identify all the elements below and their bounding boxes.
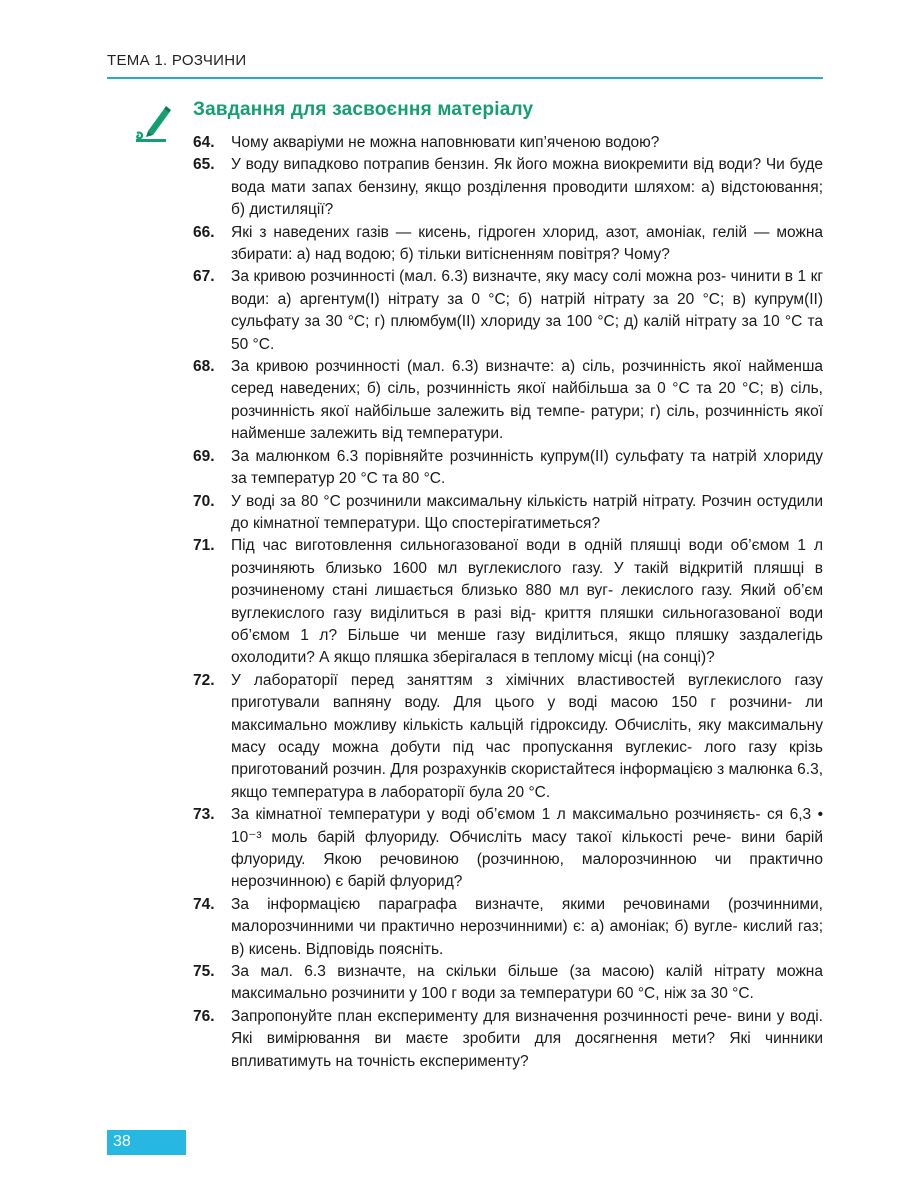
task-line: об’ємом 1 л розчиняють близько 1600 мл вуглекислого газу. У такій (231, 537, 823, 577)
task-number: 64. (193, 134, 215, 151)
task-text (231, 446, 823, 491)
task-item (193, 356, 823, 446)
task-line: Які з наведених газів — кисень, гідроген хлорид, азот, амоніак, гелій — (231, 223, 770, 241)
task-number: 71. (193, 537, 215, 555)
header-divider (107, 77, 823, 79)
task-line: Запропонуйте план експерименту для визначення розчинності рече- (231, 1007, 732, 1025)
task-number: 65. (193, 156, 215, 174)
page-number-box (107, 1130, 186, 1155)
task-line: Які чинники впливатимуть на точність експерименту? (231, 1030, 823, 1070)
task-text (231, 154, 823, 221)
task-line: вини у воді. Які вимірювання ви маєте зробити для досягнення мети? (231, 1007, 823, 1048)
task-text (231, 1006, 823, 1073)
task-item (193, 491, 823, 536)
task-line: найменша серед наведених; б) сіль, розчинність якої найбільша за (231, 358, 823, 398)
task-line: чи практично нерозчинною) є барій флуорид? (231, 851, 823, 891)
task-line: За кривою розчинності (мал. 6.3) визначте, яку масу солі можна роз- (231, 268, 727, 286)
task-number: 75. (193, 963, 215, 981)
task-line: хлориду за температур 20 °C та 80 °C. (231, 447, 823, 488)
task-line: відкритій пляшці в розчиненому стані лишається близько 880 мл вуг- (231, 559, 824, 600)
task-line: газу приготували вапняну воду. Для цього у воді масою 150 г розчини- (231, 671, 823, 712)
task-item (193, 804, 823, 894)
task-item (193, 266, 823, 356)
task-text (231, 132, 823, 154)
task-line: ратури; г) сіль, розчинність якої найменше залежить від температури. (231, 402, 824, 443)
task-line: лекислого газу. Який об’єм вуглекислого газу виділиться в разі від- (231, 582, 823, 622)
task-item (193, 961, 823, 1006)
task-line: У воду випадково потрапив бензин. Як його можна виокремити від (231, 156, 714, 174)
task-number: 74. (193, 895, 215, 913)
task-line: За інформацією параграфа визначте, якими речовинами (розчинними, (231, 895, 823, 913)
task-list (193, 132, 823, 1073)
task-line: д) калій нітрату за 10 °C та 50 °C. (231, 313, 823, 353)
task-line: кислий газ; в) кисень. Відповідь поясніть. (231, 918, 823, 958)
task-line: За малюнком 6.3 порівняйте розчинність купрум(II) сульфату та натрій (231, 447, 757, 465)
task-number: 70. (193, 492, 215, 510)
task-line: максимально розчинити у 100 г води за температури 60 °C, ніж за 30 °C. (231, 985, 754, 1003)
task-line: За кривою розчинності (мал. 6.3) визначте: а) сіль, розчинність якої (231, 358, 742, 376)
task-line: криття пляшки сильногазованої води об’ємом 1 л? Більше чи менше (231, 604, 824, 644)
task-number: 72. (193, 671, 215, 689)
task-number: 67. (193, 268, 215, 286)
task-line: максимальну масу осаду можна добути під час пропускання вуглекис- (231, 716, 823, 756)
task-line: У лабораторії перед заняттям з хімічних властивостей вуглекислого (231, 671, 782, 689)
task-item (193, 894, 823, 961)
task-item (193, 1006, 823, 1073)
task-item (193, 222, 823, 267)
task-item (193, 446, 823, 491)
task-item (193, 535, 823, 669)
task-line: вини барій флуориду. Якою речовиною (розчинною, малорозчинною (231, 828, 823, 868)
task-line: За кімнатної температури у воді об’ємом 1 л максимально розчиняєть- (231, 806, 761, 824)
task-line: ли максимально можливу кількість кальцій гідроксиду. Обчисліть, яку (231, 694, 823, 734)
task-line: Чому акваріуми не можна наповнювати кип’яченою водою? (231, 134, 660, 151)
task-number: 68. (193, 358, 215, 376)
task-line: малорозчинними чи практично нерозчинними) є: а) амоніак; б) вугле- (231, 918, 738, 936)
task-text (231, 961, 823, 1006)
task-line: газу виділиться, якщо пляшку заздалегідь охолодити? А якщо пляшка (231, 626, 823, 667)
task-text (231, 222, 823, 267)
task-text (231, 491, 823, 536)
task-item (193, 132, 823, 154)
task-line: За мал. 6.3 визначте, на скільки більше (за масою) калій нітрату можна (231, 963, 823, 981)
page-header-title: ТЕМА 1. РОЗЧИНИ (107, 52, 247, 69)
task-item (193, 154, 823, 221)
section-heading: Завдання для засвоєння матеріалу (193, 99, 534, 120)
task-line: можна збирати: а) над водою; б) тільки витісненням повітря? Чому? (231, 223, 823, 264)
task-text (231, 670, 823, 804)
task-text (231, 804, 823, 894)
task-line: остудили до кімнатної температури. Що спостерігатиметься? (231, 492, 824, 532)
task-line: ся 6,3 • 10⁻³ моль барій флуориду. Обчисліть масу такої кількості рече- (231, 806, 824, 846)
task-line: води? Чи буде вода мати запах бензину, якщо розділення проводити (231, 156, 823, 196)
task-number: 69. (193, 447, 215, 465)
task-number: 76. (193, 1007, 215, 1025)
task-line: чинити в 1 кг води: а) аргентум(I) нітрату за 0 °C; б) натрій нітрату за (231, 268, 824, 308)
task-item (193, 670, 823, 804)
task-line: У воді за 80 °C розчинили максимальну кількість натрій нітрату. Розчин (231, 492, 752, 510)
task-line: зберігалася в теплому місці (на сонці)? (432, 649, 715, 667)
task-text (231, 535, 823, 669)
pencil-icon (134, 103, 174, 143)
task-text (231, 894, 823, 961)
task-number: 73. (193, 806, 215, 824)
task-text (231, 266, 823, 356)
task-line: Під час виготовлення сильногазованої води в одній пляшці води (231, 537, 723, 555)
task-line: шляхом: а) відстоювання; б) дистиляції? (231, 178, 823, 219)
task-text (231, 356, 823, 446)
task-line: 20 °C; в) купрум(II) сульфату за 30 °C; г) плюмбум(II) хлориду за 100 °C; (231, 290, 824, 331)
task-line: інформацією з малюнка 6.3, якщо температура в лабораторії була 20 °C. (231, 761, 824, 801)
task-line: 0 °C та 20 °C; в) сіль, розчинність якої найбільше залежить від темпе- (231, 380, 823, 420)
task-line: лого газу крізь приготований розчин. Для розрахунків скористайтеся (231, 738, 823, 779)
task-number: 66. (193, 223, 215, 241)
page-number: 38 (113, 1133, 131, 1150)
